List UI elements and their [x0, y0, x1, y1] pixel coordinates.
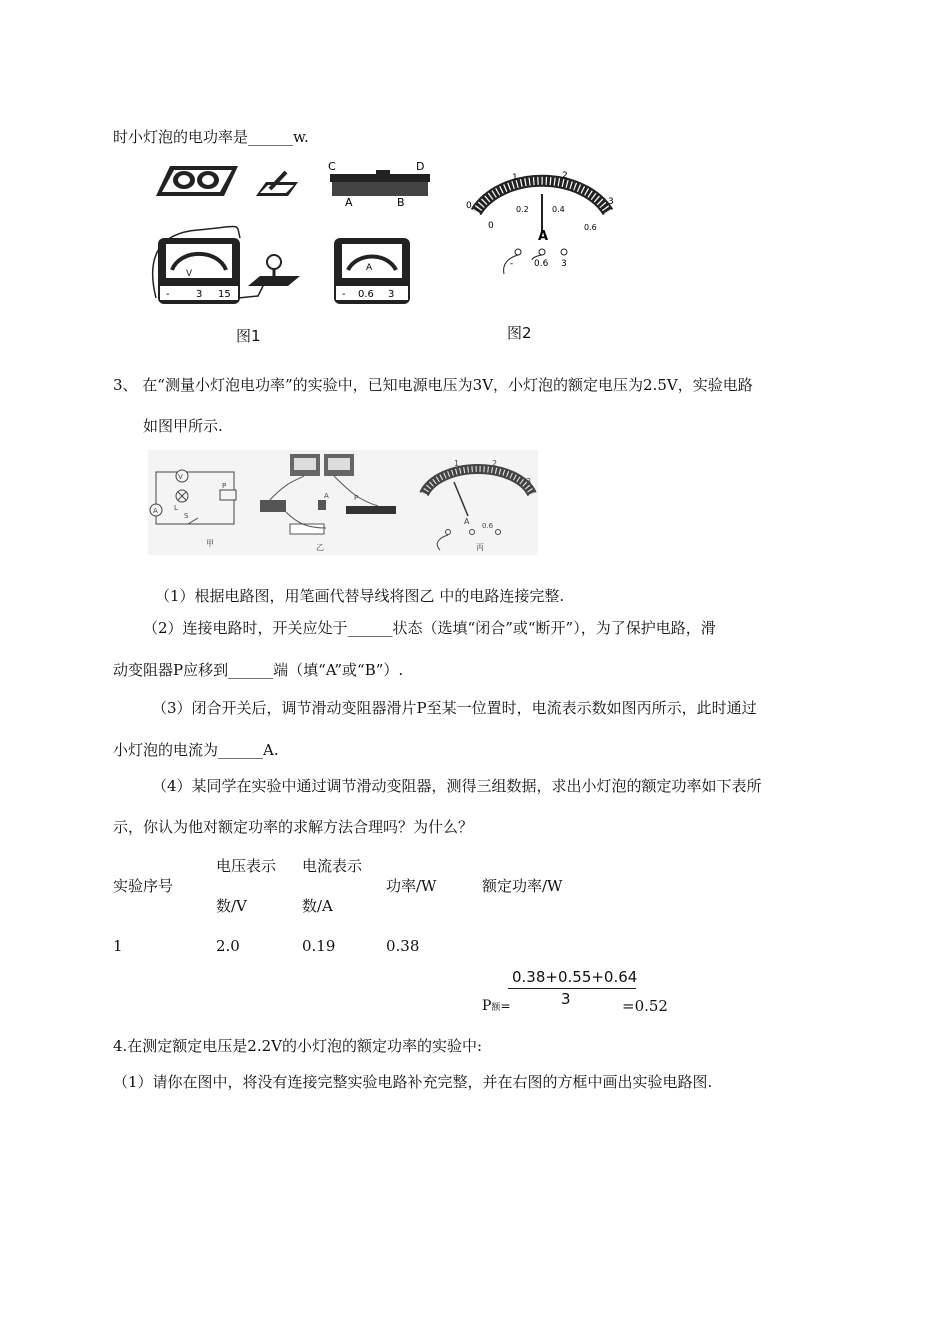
svg-text:0.6: 0.6 — [534, 259, 549, 269]
svg-text:V: V — [178, 473, 183, 481]
svg-text:-: - — [510, 259, 514, 269]
svg-text:15: 15 — [218, 289, 231, 300]
svg-text:0.6: 0.6 — [584, 223, 597, 232]
formula-fraction-bar — [508, 988, 636, 989]
svg-text:C: C — [328, 160, 336, 173]
q3-sub4-line2: 示，你认为他对额定功率的求解方法合理吗？为什么？ — [113, 818, 474, 836]
formula-numerator: 0.38+0.55+0.64 — [512, 968, 638, 986]
svg-text:S: S — [184, 512, 189, 520]
battery-box-icon — [156, 166, 238, 196]
table-row1-power: 0.38 — [386, 937, 420, 955]
table-row1-index: 1 — [113, 937, 123, 955]
q3-intro-line2: 如图甲所示. — [143, 417, 223, 435]
svg-text:V: V — [186, 269, 193, 279]
q3-sub1: （1）根据电路图，用笔画代替导线将图乙 中的电路连接完整. — [155, 587, 565, 605]
figure-q3-circuits — [148, 450, 538, 555]
table-header-index: 实验序号 — [113, 877, 174, 895]
svg-text:A: A — [345, 196, 353, 209]
svg-text:A: A — [324, 492, 329, 500]
knife-switch-icon — [256, 172, 298, 196]
svg-text:乙: 乙 — [316, 543, 324, 552]
table-header-rated-power: 额定功率/W — [482, 877, 563, 895]
table-header-voltage-a: 电压表示 — [216, 857, 277, 875]
figure-2-label: 图2 — [507, 324, 532, 342]
q4-intro: 4.在测定额定电压是2.2V的小灯泡的额定功率的实验中: — [113, 1037, 483, 1055]
svg-text:2: 2 — [492, 459, 498, 468]
svg-text:甲: 甲 — [206, 539, 214, 548]
svg-text:0: 0 — [488, 221, 494, 231]
q3-sub2-line2: 动变阻器P应移到______端（填“A”或“B”）. — [113, 661, 404, 679]
q3-intro-line1: 3、 在“测量小灯泡电功率”的实验中，已知电源电压为3V，小灯泡的额定电压为2.5V，实验电路 — [113, 376, 753, 394]
svg-text:-: - — [166, 289, 170, 300]
svg-text:2: 2 — [562, 171, 568, 181]
svg-text:A: A — [538, 229, 549, 244]
light-bulb-icon — [248, 255, 300, 286]
table-header-power: 功率/W — [386, 877, 437, 895]
formula-result: =0.52 — [622, 997, 668, 1015]
svg-text:3: 3 — [608, 197, 614, 207]
formula-denominator: 3 — [561, 990, 571, 1008]
q4-sub1: （1）请你在图中，将没有连接完整实验电路补充完整，并在右图的方框中画出实验电路图. — [113, 1073, 713, 1091]
q3-sub4-line1: （4）某同学在实验中通过调节滑动变阻器，测得三组数据，求出小灯泡的额定功率如下表所 — [152, 777, 762, 795]
svg-text:A: A — [464, 517, 470, 526]
svg-text:3: 3 — [196, 289, 203, 300]
svg-text:0.2: 0.2 — [516, 205, 529, 214]
svg-text:A: A — [366, 263, 373, 273]
table-header-voltage-b: 数/V — [216, 897, 247, 915]
q3-sub2-line1: （2）连接电路时，开关应处于______状态（选填“闭合”或“断开”），为了保护电路，滑 — [143, 619, 716, 637]
table-row1-voltage: 2.0 — [216, 937, 240, 955]
svg-text:0: 0 — [466, 201, 472, 211]
svg-text:P: P — [354, 494, 359, 502]
svg-text:0.6: 0.6 — [482, 522, 494, 530]
table-row1-current: 0.19 — [302, 937, 336, 955]
svg-text:0.4: 0.4 — [552, 205, 565, 214]
sliding-rheostat-icon — [328, 160, 430, 209]
figure-1-label: 图1 — [236, 327, 261, 345]
svg-text:A: A — [153, 507, 158, 515]
svg-text:B: B — [397, 196, 405, 209]
table-header-current-a: 电流表示 — [302, 857, 363, 875]
formula-p-symbol: P额= — [482, 998, 511, 1014]
svg-text:3: 3 — [388, 289, 395, 300]
ammeter-icon — [334, 238, 410, 304]
figure-2-ammeter-dial — [462, 160, 622, 280]
q2-tail-text: 时小灯泡的电功率是______w. — [113, 128, 309, 146]
table-header-current-b: 数/A — [302, 897, 333, 915]
svg-text:P: P — [222, 482, 227, 490]
svg-text:-: - — [342, 289, 346, 300]
svg-text:D: D — [416, 160, 425, 173]
svg-text:3: 3 — [561, 259, 567, 269]
svg-text:丙: 丙 — [476, 543, 484, 552]
svg-text:0.6: 0.6 — [358, 289, 374, 300]
svg-text:L: L — [174, 504, 178, 512]
svg-text:1: 1 — [454, 459, 460, 468]
svg-text:1: 1 — [512, 173, 518, 183]
q3-sub3-line2: 小灯泡的电流为______A. — [113, 741, 279, 759]
q3-sub3-line1: （3）闭合开关后，调节滑动变阻器滑片P至某一位置时，电流表示数如图丙所示，此时通过 — [152, 699, 757, 717]
voltmeter-icon — [158, 238, 240, 304]
figure-1-equipment — [148, 158, 438, 318]
svg-text:3: 3 — [526, 477, 532, 486]
